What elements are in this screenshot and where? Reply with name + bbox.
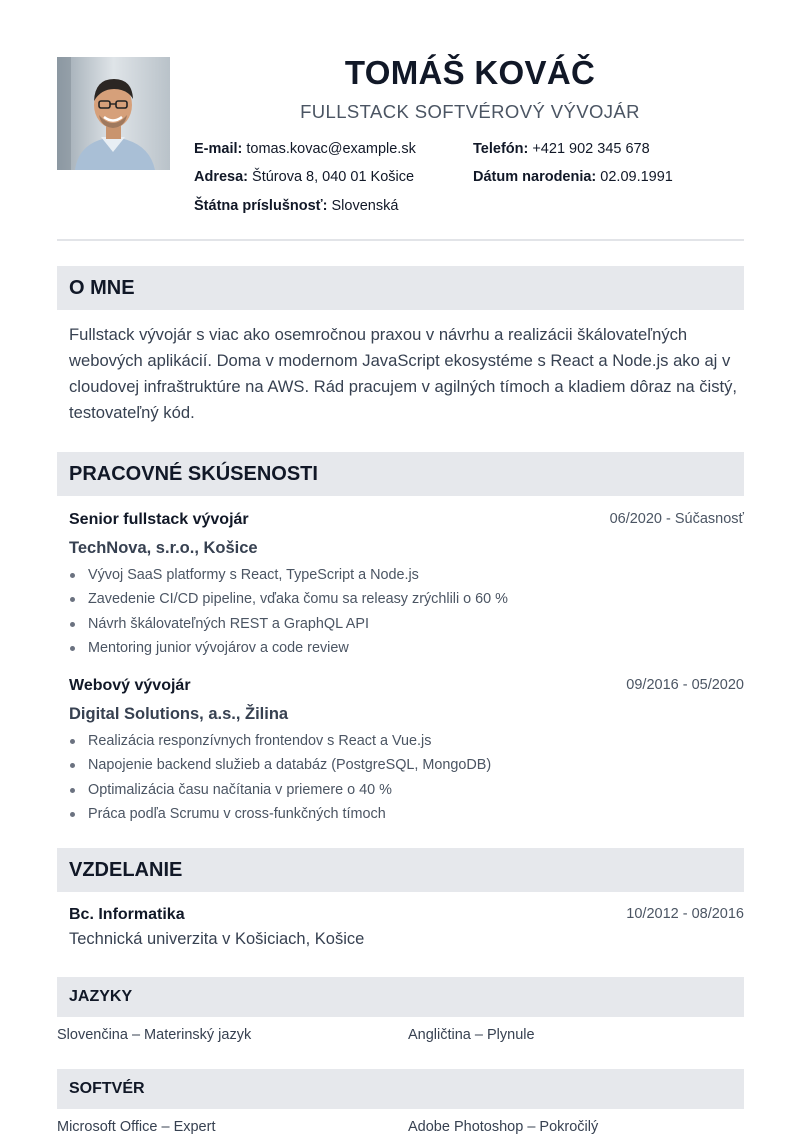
contact-value: Slovenská — [331, 198, 399, 214]
contact-value[interactable]: tomas.kovac@example.sk — [246, 141, 416, 157]
education-degree: Bc. Informatika — [69, 906, 185, 923]
contact-label: Adresa: — [194, 169, 248, 185]
section-experience-heading: PRACOVNÉ SKÚSENOSTI — [57, 452, 744, 496]
contact-phone — [473, 141, 650, 157]
contact-value: Štúrova 8, 040 01 Košice — [252, 169, 415, 185]
list-item: Optimalizácia času načítania v priemere o 40 % — [69, 778, 491, 802]
contact-nationality — [194, 198, 398, 214]
section-software-heading: SOFTVÉR — [57, 1069, 744, 1109]
contact-value[interactable]: +421 902 345 678 — [532, 141, 650, 157]
section-education-heading: VZDELANIE — [57, 848, 744, 892]
list-item: Vývoj SaaS platformy s React, TypeScript a Node.js — [69, 563, 508, 587]
candidate-name: TOMÁŠ KOVÁČ — [344, 54, 596, 91]
job-2-company: Digital Solutions, a.s., Žilina — [69, 705, 289, 723]
list-item: Napojenie backend služieb a databáz (PostgreSQL, MongoDB) — [69, 753, 491, 777]
education-dates: 10/2012 - 08/2016 — [626, 906, 744, 922]
section-about-heading: O MNE — [57, 266, 744, 310]
job-1-title: Senior fullstack vývojár — [69, 511, 249, 528]
contact-label: Telefón: — [473, 141, 529, 157]
job-1-company: TechNova, s.r.o., Košice — [69, 539, 258, 557]
job-1-bullets — [69, 563, 508, 660]
job-2-title: Webový vývojár — [69, 677, 191, 694]
language-item: Angličtina – Plynule — [408, 1027, 535, 1043]
header-divider — [57, 239, 744, 241]
list-item: Zavedenie CI/CD pipeline, vďaka čomu sa releasy zrýchlili o 60 % — [69, 587, 508, 611]
language-item: Slovenčina – Materinský jazyk — [57, 1027, 252, 1043]
contact-label: E-mail: — [194, 141, 243, 157]
contact-email — [194, 141, 416, 157]
software-item: Microsoft Office – Expert — [57, 1119, 216, 1135]
job-2-dates: 09/2016 - 05/2020 — [626, 677, 744, 693]
job-1-dates: 06/2020 - Súčasnosť — [609, 511, 744, 527]
contact-label: Dátum narodenia: — [473, 169, 597, 185]
contact-label: Štátna príslušnosť: — [194, 198, 328, 214]
contact-value: 02.09.1991 — [600, 169, 673, 185]
education-school: Technická univerzita v Košiciach, Košice — [69, 930, 365, 948]
list-item: Mentoring junior vývojárov a code review — [69, 636, 508, 660]
list-item: Návrh škálovateľných REST a GraphQL API — [69, 612, 508, 636]
section-languages-heading: JAZYKY — [57, 977, 744, 1017]
software-item: Adobe Photoshop – Pokročilý — [408, 1119, 599, 1135]
contact-birthdate — [473, 169, 673, 185]
profile-photo — [57, 57, 170, 170]
list-item: Realizácia responzívnych frontendov s React a Vue.js — [69, 729, 491, 753]
contact-address — [194, 169, 414, 185]
job-2-bullets — [69, 729, 491, 826]
about-text: Fullstack vývojár s viac ako osemročnou praxou v návrhu a realizácii škálovateľných webových aplikácií. Doma v modernom JavaScript ekosystéme s React a Node.js ako aj v cloudovej infraštruktúre na AWS. Rád pracujem v agilných tímoch a kladiem dôraz na čistý, testovateľný kód. — [69, 325, 738, 422]
job-title: FULLSTACK SOFTVÉROVÝ VÝVOJÁR — [300, 101, 640, 122]
list-item: Práca podľa Scrumu v cross-funkčných tímoch — [69, 802, 491, 826]
